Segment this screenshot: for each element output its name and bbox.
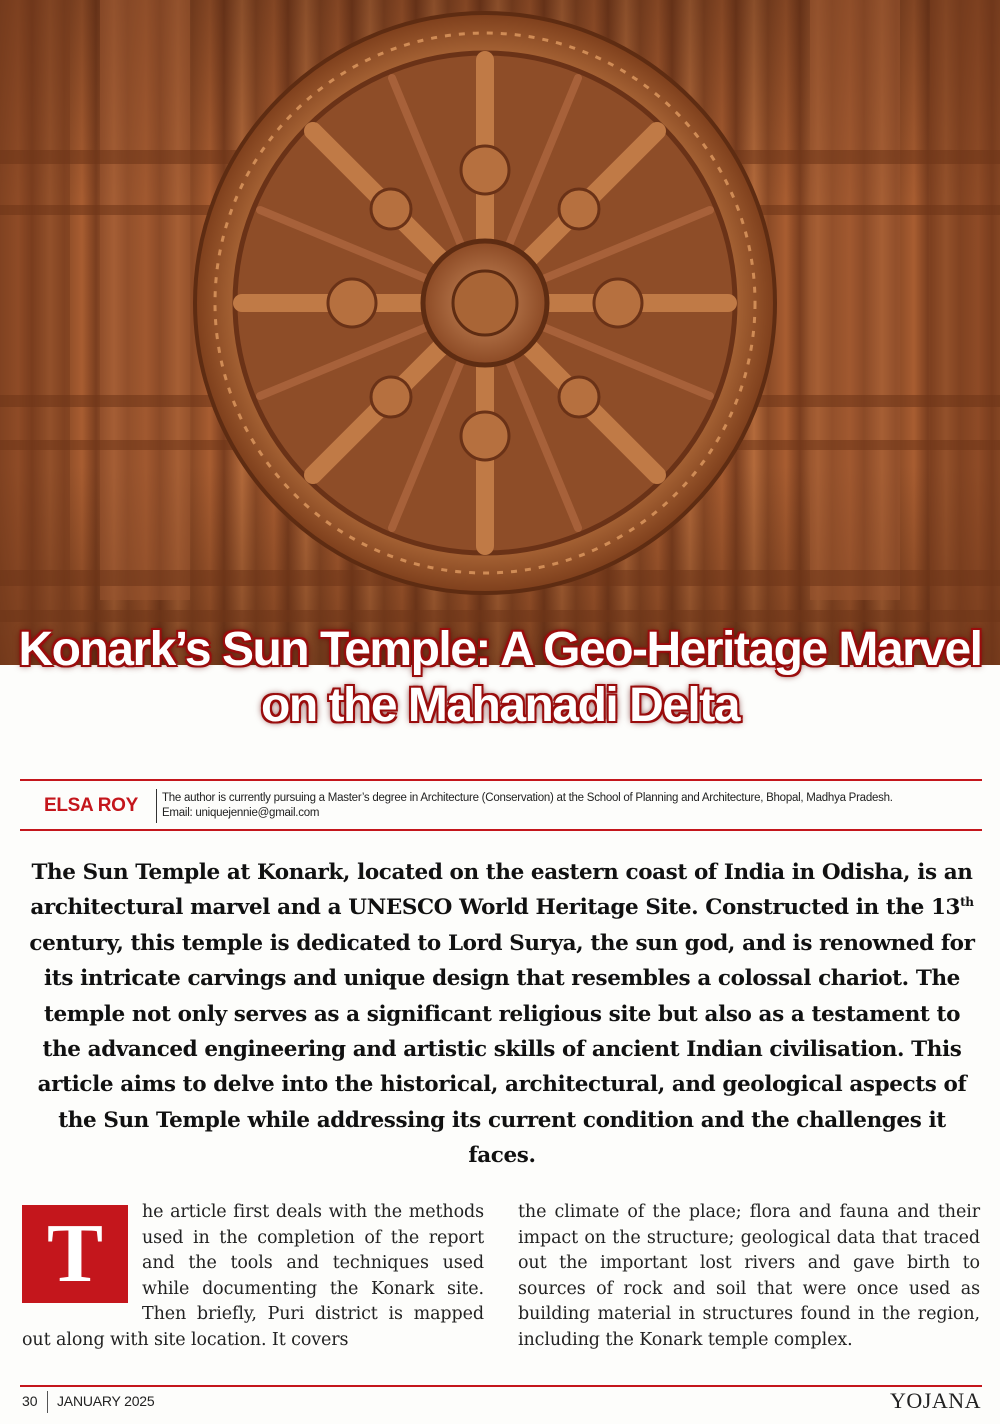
issue-date: JANUARY 2025 <box>57 1393 155 1409</box>
lead-paragraph <box>22 855 982 1174</box>
author-rule-bottom <box>20 829 982 831</box>
lead-part-2: century, this temple is dedicated to Lord Surya, the sun god, and is renowned for its intricate carvings and unique design that resembles a colossal chariot. The temple not only serves as a significant religious site but also as a testament to the advanced engineering and artistic skills of ancient Indian civilisation. This article aims to delve into the historical, architectural, and geological aspects of the Sun Temple while addressing its current condition and the challenges it faces. <box>29 930 975 1169</box>
author-divider <box>156 789 157 823</box>
author-bio <box>162 791 992 821</box>
footer-divider <box>47 1391 48 1413</box>
body-right-text: the climate of the place; flora and fauna and their impact on the structure; geological data that traced out the important lost rivers and gave birth to sources of rock and soil that were once used as building material in structures found in the region, including the Konark temple complex. <box>518 1202 980 1350</box>
body-column-left <box>22 1200 484 1354</box>
footer-rule <box>20 1385 982 1387</box>
author-rule-top <box>20 779 982 781</box>
lead-part-1: The Sun Temple at Konark, located on the eastern coast of India in Odisha, is an architectural marvel and a UNESCO World Heritage Site. Constructed in the 13 <box>30 860 973 921</box>
title-line-2: on the Mahanadi Delta <box>261 679 739 732</box>
page-number: 30 <box>22 1393 38 1409</box>
author-name: ELSA ROY <box>44 795 139 816</box>
body-left-text: he article first deals with the methods used in the completion of the report and the tools and techniques used while documenting the Konark site. Then briefly, Puri district is mapped out along with site location. It covers <box>22 1202 484 1350</box>
lead-superscript: th <box>960 895 974 910</box>
author-bio-text: The author is currently pursuing a Master’s degree in Architecture (Conservation) at the School of Planning and Architecture, Bhopal, Madhya Pradesh. <box>162 792 893 804</box>
title-line-1: Konark’s Sun Temple: A Geo-Heritage Marvel <box>18 623 982 676</box>
author-email: Email: uniquejennie@gmail.com <box>162 807 320 819</box>
article-title <box>0 622 1000 734</box>
publication-name: YOJANA <box>890 1388 981 1413</box>
chariot-wheel-illustration <box>0 0 1000 665</box>
hero-photo <box>0 0 1000 665</box>
drop-cap: T <box>22 1205 128 1303</box>
body-column-right <box>518 1200 980 1354</box>
